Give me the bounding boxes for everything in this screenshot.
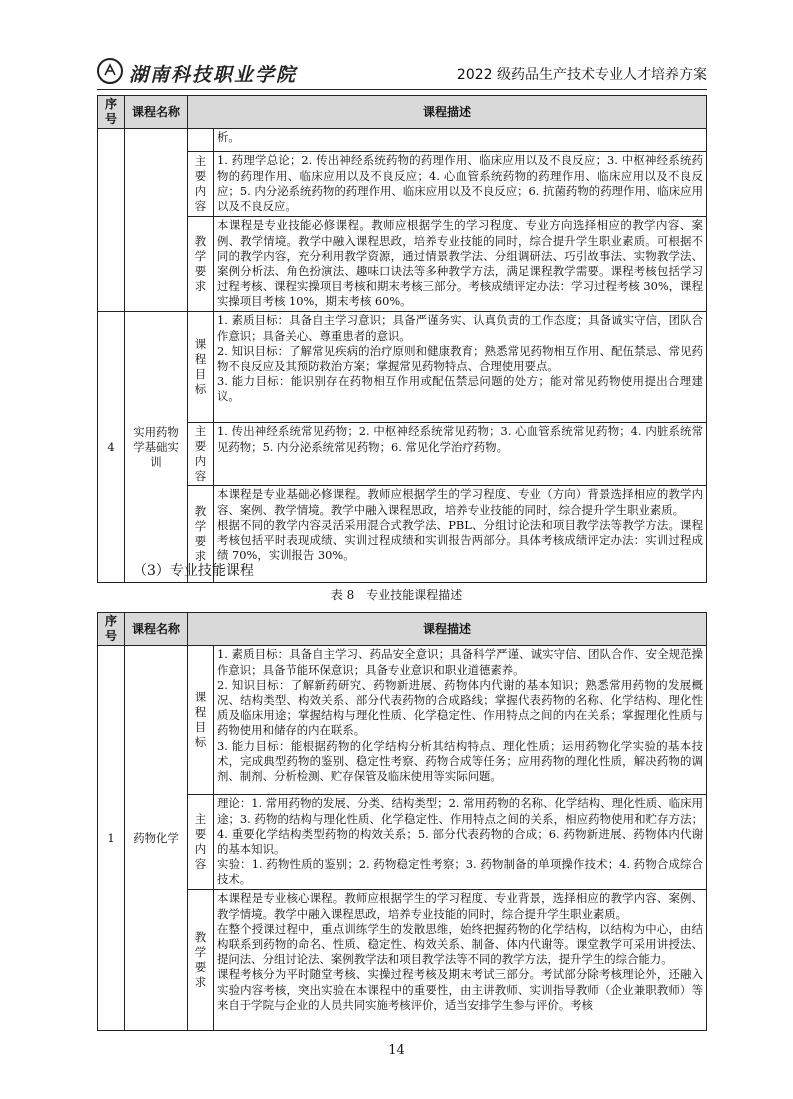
goal-label: 课程目标: [188, 646, 214, 795]
table-row: [98, 795, 707, 890]
req-line: 在整个授课过程中，重点训练学生的发散思维，始终把握药物的化学结构，以结构为中心，由结构联系到药物的命名、性质、稳定性、构效关系、制备、体内代谢等。课堂教学可采用讲授法、提问法、分组讨论法、案例教学法和项目教学法等不同的教学方法，提升学生的综合能力。: [217, 921, 703, 967]
goal-line: 3. 能力目标：能根据药物的化学结构分析其结构特点、理化性质；运用药物化学实验的基本技术，完成典型药物的鉴别、稳定性考察、药物合成等任务；应用药物的理化性质，解决药物的调剂、制剂、分析检测、贮存保管及临床使用等实际问题。: [217, 738, 703, 784]
req-label: 教学要求: [188, 486, 214, 583]
table-row: [98, 646, 707, 795]
college-logo-icon: [97, 58, 123, 84]
content-label: 主要内容: [188, 152, 214, 217]
course-table-top: [97, 95, 707, 583]
header-no: 序号: [98, 613, 125, 646]
table-row: [98, 890, 707, 1031]
row-name-cell: [125, 129, 188, 312]
req-text: 本课程是专业技能必修课程。教师应根据学生的学习程度、专业方向选择相应的教学内容、案例、教学情境。教学中融入课程思政，培养专业技能的同时，综合提升学生职业素质。可根据不同的教学内容，充分利用教学资源，通过情景教学法、分组调研法、巧引故事法、实物教学法、案例分析法、角色扮演法、趣味口诀法等多种教学方法，满足课程教学需要。课程考核包括学习过程考核、课程实操项目考核和期末考核三部分。考核成绩评定办法：学习过程考核 30%，课程实操项目考核 10%，期末考核 60%。: [214, 217, 707, 312]
college-logo-text: 湖南科技职业学院: [129, 64, 298, 86]
req-label: 教学要求: [188, 217, 214, 312]
goal-line: 2. 知识目标：了解新药研究、药物新进展、药物体内代谢的基本知识；熟悉常用药物的发展概况、结构类型、构效关系、部分代表药物的合成路线；掌握代表药物的名称、化学结构、理化性质及临床用途；掌握结构与理化性质、化学稳定性、作用特点之间的内在关系；掌握理化性质与药物使用和储存的内在联系。: [217, 677, 703, 738]
header-course-name: 课程名称: [125, 96, 188, 129]
page-number: 14: [388, 1043, 405, 1058]
content-text: 1. 传出神经系统常见药物；2. 中枢神经系统常见药物；3. 心血管系统常见药物；4. 内脏系统常见药物；5. 内分泌系统常见药物；6. 常见化学治疗药物。: [214, 423, 707, 486]
course-table-bottom: [97, 612, 707, 1031]
course-no: 1: [98, 646, 125, 1031]
document-title: 2022 级药品生产技术专业人才培养方案: [456, 67, 707, 83]
content-text: [214, 795, 707, 890]
course-name: 实用药物学基础实训: [125, 312, 188, 583]
content-text: 1. 药理学总论；2. 传出神经系统药物的药理作用、临床应用以及不良反应；3. 中枢神经系统药物的药理作用、临床应用以及不良反应；4. 心血管系统药物的药理作用、临床应用以及不良反应；5. 内分泌系统药物的药理作用、临床应用以及不良反应；6. 抗菌药物的药理作用、临床应用以及不良反应。: [214, 152, 707, 217]
goal-line: 1. 素质目标：具备自主学习意识；具备严谨务实、认真负责的工作态度；具备诚实守信，团队合作意识；具备关心、尊重患者的意识。: [217, 313, 703, 343]
table-header-row: [98, 96, 707, 129]
header-course-name: 课程名称: [125, 613, 188, 646]
table-header-row: [98, 613, 707, 646]
row-label-cell: [188, 129, 214, 152]
goal-text: [214, 646, 707, 795]
req-line: 根据不同的教学内容灵活采用混合式教学法、PBL、分组讨论法和项目教学法等教学方法。课程考核包括平时表现成绩、实训过程成绩和实训报告两部分。具体考核成绩评定办法：实训过程成绩 70%，实训报告 30%。: [217, 517, 703, 563]
section-heading: （3）专业技能课程: [133, 563, 254, 579]
page-header: [97, 56, 707, 90]
table-row: [98, 129, 707, 152]
req-line: 本课程是专业核心课程。教师应根据学生的学习程度、专业背景，选择相应的教学内容、案例、教学情境。教学中融入课程思政，培养专业技能的同时，综合提升学生职业素质。: [217, 891, 703, 921]
table-row: [98, 423, 707, 486]
goal-label: 课程目标: [188, 312, 214, 423]
table-row: [98, 152, 707, 217]
cont-text: 析。: [214, 129, 707, 152]
header-course-desc: 课程描述: [188, 96, 707, 129]
course-name: 药物化学: [125, 646, 188, 1031]
req-line: 课程考核分为平时随堂考核、实操过程考核及期末考试三部分。考试部分除考核理论外，还融入实验内容考核，突出实验在本课程中的重要性，由主讲教师、实训指导教师（企业兼职教师）等来自于学院与企业的人员共同实施考核评价，适当安排学生参与评价。考核: [217, 967, 703, 1012]
header-course-desc: 课程描述: [188, 613, 707, 646]
content-label: 主要内容: [188, 795, 214, 890]
content-label: 主要内容: [188, 423, 214, 486]
row-no-cell: [98, 129, 125, 312]
table-caption: 表 8 专业技能课程描述: [330, 588, 463, 602]
goal-line: 2. 知识目标：了解常见疾病的治疗原则和健康教育；熟悉常见药物相互作用、配伍禁忌、常见药物不良反应及其预防救治方案；掌握常见药物特点、合理使用要点。: [217, 343, 703, 374]
req-line: 本课程是专业基础必修课程。教师应根据学生的学习程度、专业（方向）背景选择相应的教学内容、案例、教学情境。教学中融入课程思政，培养专业技能的同时，综合提升学生职业素质。: [217, 487, 703, 517]
content-line: 实验：1. 药物性质的鉴别；2. 药物稳定性考察；3. 药物制备的单项操作技术；4. 药物合成综合技术。: [217, 857, 703, 887]
goal-text: [214, 312, 707, 423]
req-label: 教学要求: [188, 890, 214, 1031]
table-row: [98, 217, 707, 312]
goal-line: 3. 能力目标：能识别存在药物相互作用或配伍禁忌问题的处方；能对常见药物使用提出合理建议。: [217, 374, 703, 404]
content-line: 理论：1. 常用药物的发展、分类、结构类型；2. 常用药物的名称、化学结构、理化性质、临床用途；3. 药物的结构与理化性质、化学稳定性、作用特点之间的关系，相应药物使用和贮存方法；4. 重要化学结构类型药物的构效关系；5. 部分代表药物的合成；6. 药物新进展、药物体内代谢的基本知识。: [217, 796, 703, 857]
header-rule: [97, 89, 707, 90]
course-no: 4: [98, 312, 125, 583]
req-text: [214, 890, 707, 1031]
goal-line: 1. 素质目标：具备自主学习、药品安全意识；具备科学严谨、诚实守信、团队合作、安全规范操作意识；具备节能环保意识；具备专业意识和职业道德素养。: [217, 647, 703, 677]
header-no: 序号: [98, 96, 125, 129]
req-text: [214, 486, 707, 583]
table-row: [98, 312, 707, 423]
